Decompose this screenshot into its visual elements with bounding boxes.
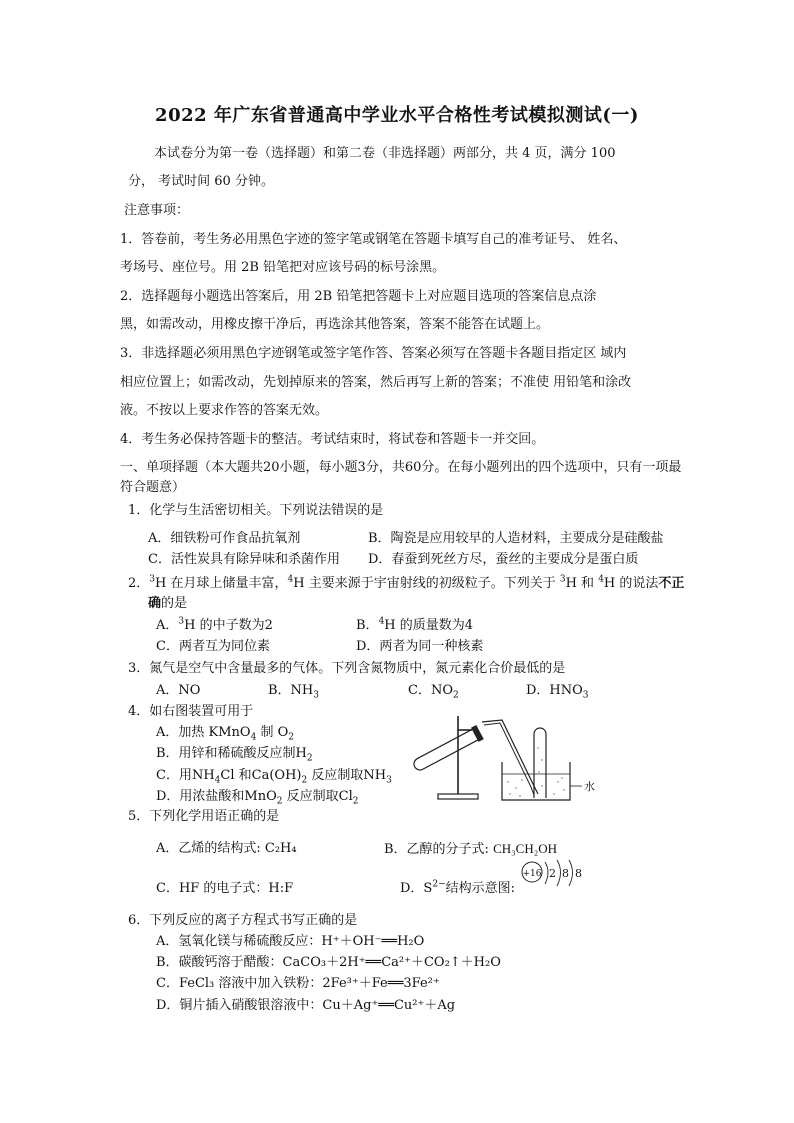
subscript: 3 <box>582 690 589 701</box>
subscript: 4 <box>214 775 221 786</box>
electron-shell-arc <box>569 860 573 886</box>
collection-tube <box>534 728 546 798</box>
q3-stem: 3．氮气是空气中含量最多的气体。下列含氮物质中，氮元素化合价最低的是 <box>128 661 566 676</box>
mass-number-4: 4 <box>598 574 604 585</box>
option-text: B．用锌和稀硫酸反应制H <box>156 746 307 761</box>
q2-stem-part: H 在月球上储量丰富， <box>155 576 288 591</box>
q1-option-c: C．活性炭具有除异味和杀菌作用 <box>148 552 340 567</box>
q2-option-d: D．两者为同一种核素 <box>356 639 484 654</box>
option-text: D．HNO <box>526 683 583 698</box>
q2-stem-part: H 和 <box>565 576 599 591</box>
intro-line-1: 本试卷分为第一卷（选择题）和第二卷（非选择题）两部分，共 4 页，满分 100 <box>154 146 616 161</box>
subscript: 2 <box>306 753 313 764</box>
test-tube <box>411 725 484 774</box>
note-3a: 3．非选择题必须用黑色字迹钢笔或签字笔作答、答案必须写在答题卡各题目指定区 域内 <box>120 346 627 361</box>
shell-electrons: 8 <box>575 867 582 880</box>
q5-option-b <box>384 840 557 859</box>
q3-option-a: A．NO <box>156 683 201 698</box>
page-title: 2022 年广东省普通高中学业水平合格性考试模拟测试(一) <box>155 105 639 126</box>
subscript: 3 <box>313 690 319 701</box>
option-letter: B． <box>356 618 379 633</box>
ethanol-formula: CH₃CH₂OH <box>493 841 558 856</box>
subscript: 4 <box>250 732 257 743</box>
option-text: 反应制取Cl <box>282 789 353 804</box>
q6-option-b: B．碳酸钙溶于醋酸：CaCO₃＋2H⁺══Ca²⁺＋CO₂↑＋H₂O <box>156 955 501 970</box>
q5-option-c: C．HF 的电子式：H:F <box>156 881 294 896</box>
q5-option-d <box>400 880 515 898</box>
q4-option-d <box>156 788 358 806</box>
mass-number-3: 3 <box>149 574 156 585</box>
q6-stem: 6．下列反应的离子方程式书写正确的是 <box>128 913 358 928</box>
q5-stem: 5．下列化学用语正确的是 <box>128 809 280 824</box>
q2-number: 2． <box>128 576 150 591</box>
gas-collection-apparatus-figure <box>410 708 610 804</box>
q1-option-a: A．细铁粉可作食品抗氧剂 <box>148 531 301 546</box>
q3-option-b <box>268 682 319 700</box>
option-text: B．乙醇的分子式: <box>384 842 494 857</box>
q2-stem-end: 的是 <box>161 596 188 611</box>
stand-base <box>438 794 478 799</box>
q4-option-a <box>156 724 294 742</box>
notes-heading: 注意事项： <box>124 203 190 218</box>
note-3b: 相应位置上；如需改动，先划掉原来的答案，然后再写上新的答案；不准使 用铅笔和涂改 <box>120 375 632 390</box>
q1-option-b: B．陶瓷是应用较早的人造材料，主要成分是硅酸盐 <box>368 531 664 546</box>
subscript: 2 <box>288 732 294 743</box>
water-trough <box>502 762 570 800</box>
subscript: 2 <box>352 796 359 807</box>
q2-option-a <box>156 617 273 635</box>
intro-line-2: 分， 考试时间 60 分钟。 <box>128 174 274 189</box>
shell-electrons: 2 <box>549 867 556 880</box>
q6-option-c: C．FeCl₃ 溶液中加入铁粉：2Fe³⁺＋Fe══3Fe²⁺ <box>156 976 440 991</box>
q2-emphasis: 不正 <box>658 576 685 591</box>
q6-option-d: D．铜片插入硝酸银溶液中：Cu＋Ag⁺══Cu²⁺＋Ag <box>156 998 456 1013</box>
option-text: 制 O <box>256 725 289 740</box>
shell-electrons: 8 <box>562 867 569 880</box>
note-3c: 液。不按以上要求作答的答案无效。 <box>120 403 329 418</box>
q4-stem: 4．如右图装置可用于 <box>128 704 254 719</box>
water-label: 水 <box>584 780 595 793</box>
collection-tube-dots <box>537 747 542 786</box>
note-4: 4．考生务必保持答题卡的整洁。考试结束时，将试卷和答题卡一并交回。 <box>120 432 545 447</box>
q2-emphasis: 确 <box>148 596 162 611</box>
mass-number-4: 4 <box>287 574 294 585</box>
note-1a: 1．答卷前，考生务必用黑色字迹的签字笔或钢笔在答题卡填写自己的准考证号、 姓名、 <box>120 232 627 247</box>
q3-option-d <box>526 682 589 700</box>
q2-option-b <box>356 617 473 635</box>
delivery-tube <box>482 720 538 794</box>
electron-shell-arc <box>557 860 561 886</box>
subscript: 2 <box>452 690 459 701</box>
q4-option-c <box>156 767 392 785</box>
note-1b: 考场号、座位号。用 2B 铅笔把对应该号码的标号涂黑。 <box>120 260 446 275</box>
option-text: C．NO <box>408 683 453 698</box>
option-text: 反应制取NH <box>307 768 387 783</box>
q2-option-c: C．两者互为同位素 <box>156 639 270 654</box>
q2-stem <box>128 575 684 593</box>
section-heading-2: 符合题意） <box>120 480 186 495</box>
water-dots <box>507 777 564 796</box>
option-text: 结构示意图: <box>445 881 516 896</box>
mass-number-3: 3 <box>178 616 185 627</box>
q3-option-c <box>408 682 459 700</box>
option-text: C．用NH <box>156 768 215 783</box>
q4-option-b <box>156 745 313 763</box>
option-text: D．用浓盐酸和MnO <box>156 789 277 804</box>
sulfide-ion-structure-diagram <box>518 858 588 892</box>
q2-stem-cont <box>148 595 187 613</box>
mass-number-4: 4 <box>378 616 385 627</box>
electron-shell-arc <box>545 862 548 884</box>
note-2a: 2．选择题每小题选出答案后，用 2B 铅笔把答题卡上对应题目选项的答案信息点涂 <box>120 289 597 304</box>
mass-number-3: 3 <box>559 574 566 585</box>
q2-stem-part: H 主要来源于宇宙射线的初级粒子。下列关于 <box>293 576 560 591</box>
nucleus-charge: +16 <box>522 869 542 879</box>
q5-option-a: A．乙烯的结构式: C₂H₄ <box>156 841 297 856</box>
subscript: 2 <box>276 796 283 807</box>
option-text: H 的质量数为4 <box>384 618 474 633</box>
q1-option-d: D．春蚕到死丝方尽，蚕丝的主要成分是蛋白质 <box>368 552 639 567</box>
option-text: B．NH <box>268 683 314 698</box>
option-text: D．S <box>400 881 433 896</box>
option-letter: A． <box>156 618 179 633</box>
subscript: 3 <box>386 775 392 786</box>
q1-stem: 1．化学与生活密切相关。下列说法错误的是 <box>128 503 384 518</box>
q6-option-a: A．氢氧化镁与稀硫酸反应：H⁺＋OH⁻══H₂O <box>156 934 425 949</box>
option-text: H 的中子数为2 <box>184 618 273 633</box>
section-heading-1: 一、单项择题（本大题共20小题，每小题3分，共60分。在每小题列出的四个选项中，只有一项最 <box>120 460 682 475</box>
q2-stem-part: H 的说法 <box>603 576 659 591</box>
note-2b: 黑，如需改动，用橡皮擦干净后，再选涂其他答案，答案不能答在试题上。 <box>120 317 550 332</box>
option-text: Cl 和Ca(OH) <box>220 768 302 783</box>
subscript: 2 <box>301 775 308 786</box>
option-text: A．加热 KMnO <box>156 725 251 740</box>
ion-charge: 2− <box>432 879 446 890</box>
